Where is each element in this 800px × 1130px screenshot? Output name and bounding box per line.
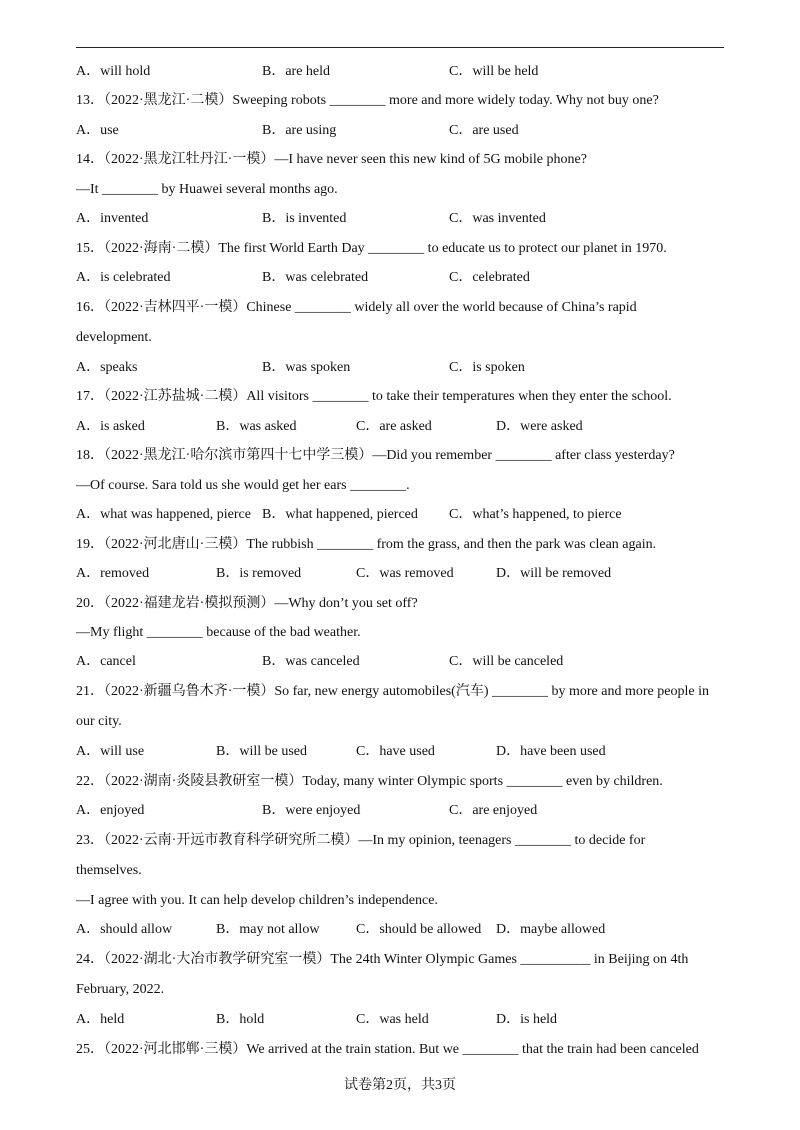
question-stem: themselves. [76,863,142,878]
option-a: A．speaks [76,360,138,375]
option-a: A．invented [76,211,149,226]
option-c: C．have used [356,744,435,759]
option-c: C．was held [356,1012,429,1027]
question-stem: 24．（2022·湖北·大冶市教学研究室一模）The 24th Winter Olympic Games __________ in Beijing on 4th [76,952,689,967]
option-b: B．may not allow [216,922,320,937]
option-d: D．have been used [496,744,606,759]
option-c: C．was removed [356,566,454,581]
question-stem: 19．（2022·河北唐山·三模）The rubbish ________ from the grass, and then the park was clean again. [76,537,657,552]
page-footer: 试卷第2页，共3页 [344,1078,456,1093]
question-stem: 21．（2022·新疆乌鲁木齐·一模）So far, new energy automobiles(汽车) ________ by more and more people in [76,684,709,699]
option-a: A．removed [76,566,150,581]
option-b: B．are using [262,123,337,138]
question-stem: our city. [76,714,122,729]
header-rule [76,47,724,48]
option-a: A．is celebrated [76,270,171,285]
option-c: C．are asked [356,419,432,434]
question-stem: 15．（2022·海南·二模）The first World Earth Day ________ to educate us to protect our planet in 1970. [76,241,667,256]
option-b: B．were enjoyed [262,803,361,818]
option-c: C．are used [449,123,519,138]
option-a: A．will hold [76,64,151,79]
option-d: D．will be removed [496,566,612,581]
option-c: C．should be allowed [356,922,482,937]
option-b: B．was celebrated [262,270,369,285]
option-d: D．were asked [496,419,583,434]
question-stem: development. [76,330,152,345]
option-b: B．was spoken [262,360,351,375]
option-b: B．was canceled [262,654,360,669]
option-c: C．is spoken [449,360,525,375]
option-b: B．is invented [262,211,347,226]
option-b: B．hold [216,1012,265,1027]
question-stem: 25．（2022·河北邯郸·三模）We arrived at the train station. But we ________ that the train had been canceled [76,1042,699,1057]
option-c: C．will be canceled [449,654,564,669]
option-d: D．maybe allowed [496,922,606,937]
option-c: C．what’s happened, to pierce [449,507,622,522]
question-stem: 20．（2022·福建龙岩·模拟预测）—Why don’t you set off? [76,596,418,611]
option-c: C．celebrated [449,270,530,285]
question-stem: 13．（2022·黑龙江·二模）Sweeping robots ________ more and more widely today. Why not buy one? [76,93,659,108]
option-a: A．is asked [76,419,145,434]
option-b: B．is removed [216,566,302,581]
option-b: B．what happened, pierced [262,507,418,522]
option-c: C．are enjoyed [449,803,538,818]
option-a: A．should allow [76,922,173,937]
option-b: B．will be used [216,744,307,759]
option-c: C．was invented [449,211,546,226]
option-a: A．cancel [76,654,136,669]
question-stem: —My flight ________ because of the bad weather. [76,625,361,640]
option-b: B．was asked [216,419,297,434]
question-stem: —Of course. Sara told us she would get her ears ________. [76,478,410,493]
question-stem: —I agree with you. It can help develop children’s independence. [76,893,438,908]
option-b: B．are held [262,64,331,79]
option-c: C．will be held [449,64,539,79]
option-a: A．what was happened, pierce [76,507,251,522]
option-a: A．held [76,1012,125,1027]
option-a: A．use [76,123,119,138]
question-stem: 18．（2022·黑龙江·哈尔滨市第四十七中学三模）—Did you remember ________ after class yesterday? [76,448,675,463]
option-d: D．is held [496,1012,558,1027]
question-stem: 23．（2022·云南·开远市教育科学研究所二模）—In my opinion, teenagers ________ to decide for [76,833,646,848]
question-stem: 22．（2022·湖南·炎陵县教研室一模）Today, many winter Olympic sports ________ even by children. [76,774,663,789]
question-stem: —It ________ by Huawei several months ago. [76,182,338,197]
question-stem: 16．（2022·吉林四平·一模）Chinese ________ widely all over the world because of China’s rapid [76,300,637,315]
option-a: A．enjoyed [76,803,145,818]
question-stem: 17．（2022·江苏盐城·二模）All visitors ________ to take their temperatures when they enter the school. [76,389,672,404]
question-stem: February, 2022. [76,982,165,997]
option-a: A．will use [76,744,145,759]
question-stem: 14．（2022·黑龙江牡丹江·一模）—I have never seen this new kind of 5G mobile phone? [76,152,587,167]
